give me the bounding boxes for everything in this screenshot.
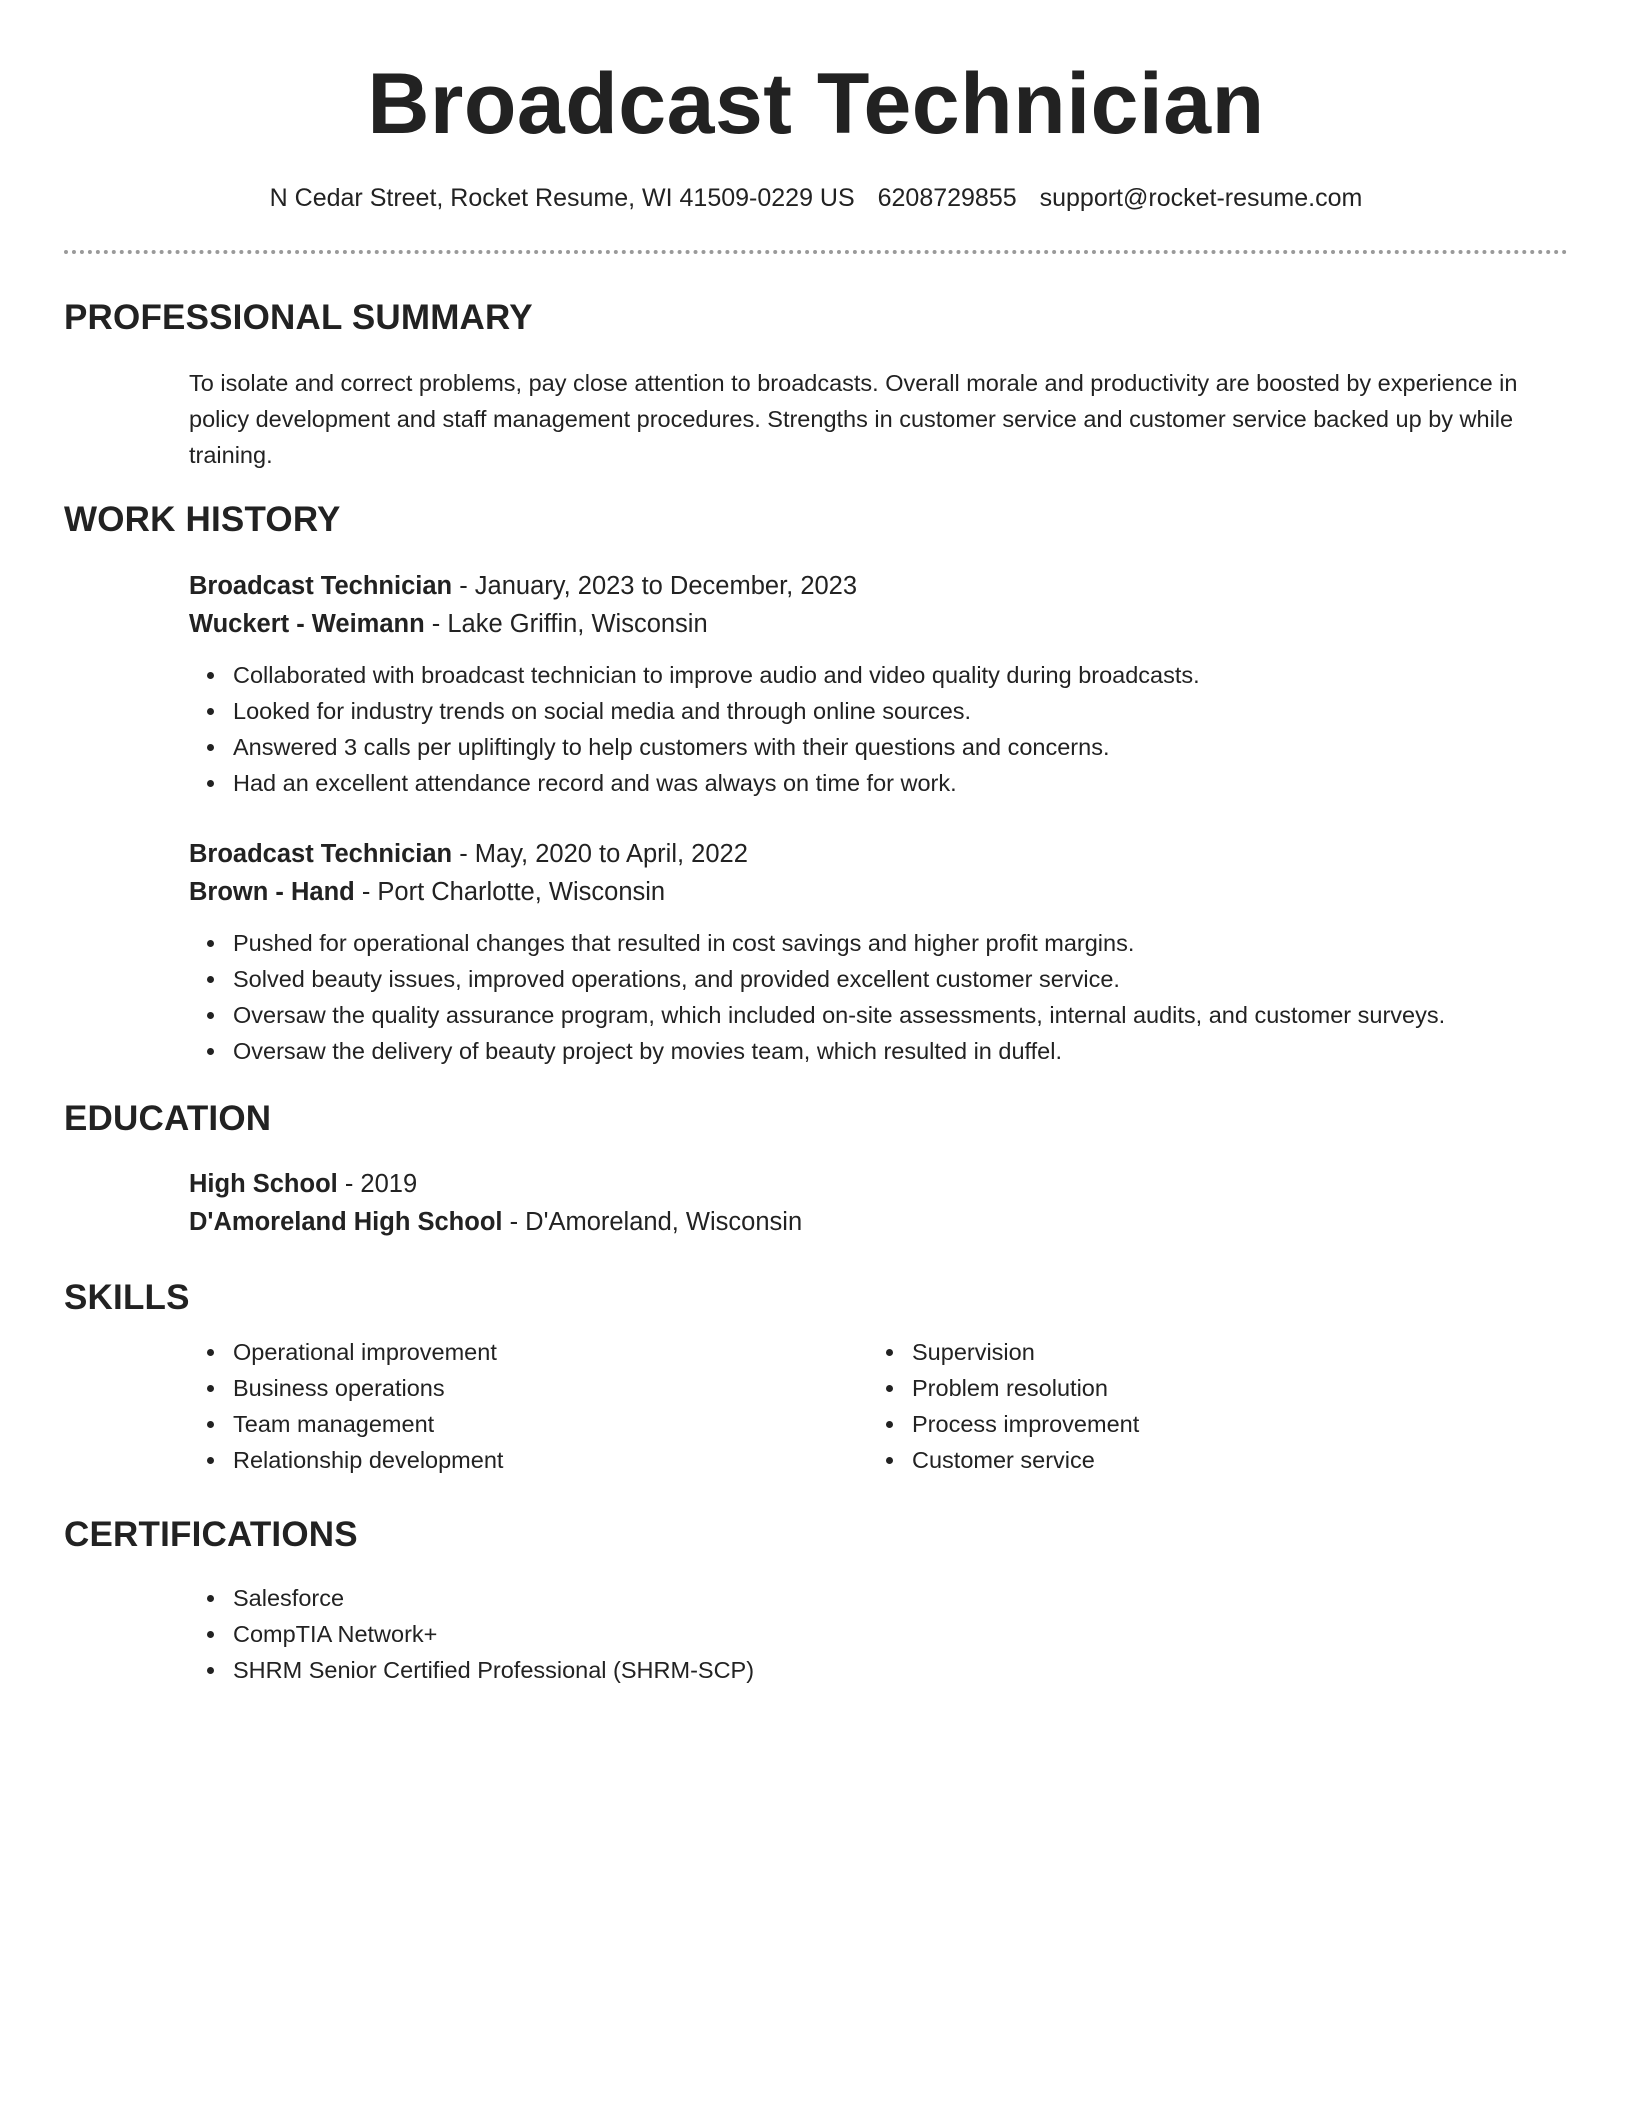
list-item: Looked for industry trends on social media and through online sources. [189, 693, 1200, 729]
section-title-work-history: WORK HISTORY [64, 500, 341, 539]
skills-list-right [868, 1334, 1139, 1478]
job-2-title-line [189, 835, 748, 873]
list-item: Process improvement [868, 1406, 1139, 1442]
list-item: SHRM Senior Certified Professional (SHRM-SCP) [189, 1652, 754, 1688]
job-1-title-line [189, 567, 857, 605]
contact-line [0, 180, 1632, 216]
list-item: Problem resolution [868, 1370, 1139, 1406]
list-item: Oversaw the delivery of beauty project by movies team, which resulted in duffel. [189, 1033, 1445, 1069]
list-item: Solved beauty issues, improved operations, and provided excellent customer service. [189, 961, 1445, 997]
certifications-list [189, 1580, 754, 1688]
contact-address: N Cedar Street, Rocket Resume, WI 41509-0229 US [269, 184, 855, 212]
job-2-company: Brown - Hand [189, 878, 355, 906]
list-item: Salesforce [189, 1580, 754, 1616]
list-item: Collaborated with broadcast technician to improve audio and video quality during broadcasts. [189, 657, 1200, 693]
education-school: D'Amoreland High School [189, 1208, 503, 1236]
list-item: Operational improvement [189, 1334, 503, 1370]
job-1-company-line [189, 605, 708, 643]
job-1-location: - Lake Griffin, Wisconsin [424, 610, 708, 638]
job-1-company: Wuckert - Weimann [189, 610, 425, 638]
list-item: Had an excellent attendance record and was always on time for work. [189, 765, 1200, 801]
education-degree: High School [189, 1170, 338, 1198]
list-item: Relationship development [189, 1442, 503, 1478]
education-location: - D'Amoreland, Wisconsin [502, 1208, 803, 1236]
job-1-role: Broadcast Technician [189, 572, 453, 600]
contact-phone: 6208729855 [877, 184, 1017, 212]
list-item: Business operations [189, 1370, 503, 1406]
education-school-line [189, 1203, 802, 1241]
section-title-skills: SKILLS [64, 1278, 190, 1317]
skills-list-left [189, 1334, 503, 1478]
list-item: Pushed for operational changes that resulted in cost savings and higher profit margins. [189, 925, 1445, 961]
education-year: - 2019 [337, 1170, 418, 1198]
job-1-dates: - January, 2023 to December, 2023 [452, 572, 858, 600]
job-2-bullets [189, 925, 1445, 1069]
list-item: Oversaw the quality assurance program, which included on-site assessments, internal audits, and customer surveys. [189, 997, 1445, 1033]
list-item: CompTIA Network+ [189, 1616, 754, 1652]
candidate-name: Broadcast Technician [367, 56, 1265, 152]
contact-email: support@rocket-resume.com [1039, 184, 1363, 212]
job-2-company-line [189, 873, 665, 911]
education-degree-line [189, 1165, 417, 1203]
list-item: Customer service [868, 1442, 1139, 1478]
job-2-dates: - May, 2020 to April, 2022 [452, 840, 748, 868]
header-divider [64, 250, 1568, 254]
job-2-role: Broadcast Technician [189, 840, 453, 868]
list-item: Team management [189, 1406, 503, 1442]
job-1-bullets [189, 657, 1200, 801]
section-title-education: EDUCATION [64, 1099, 272, 1138]
list-item: Supervision [868, 1334, 1139, 1370]
section-title-summary: PROFESSIONAL SUMMARY [64, 298, 533, 337]
job-2-location: - Port Charlotte, Wisconsin [354, 878, 666, 906]
section-title-certifications: CERTIFICATIONS [64, 1515, 358, 1554]
list-item: Answered 3 calls per upliftingly to help customers with their questions and concerns. [189, 729, 1200, 765]
summary-text: To isolate and correct problems, pay close attention to broadcasts. Overall morale and productivity are boosted by experience in policy development and staff management procedures. Strengths in customer service and customer service backed up by while training. [189, 370, 1518, 468]
